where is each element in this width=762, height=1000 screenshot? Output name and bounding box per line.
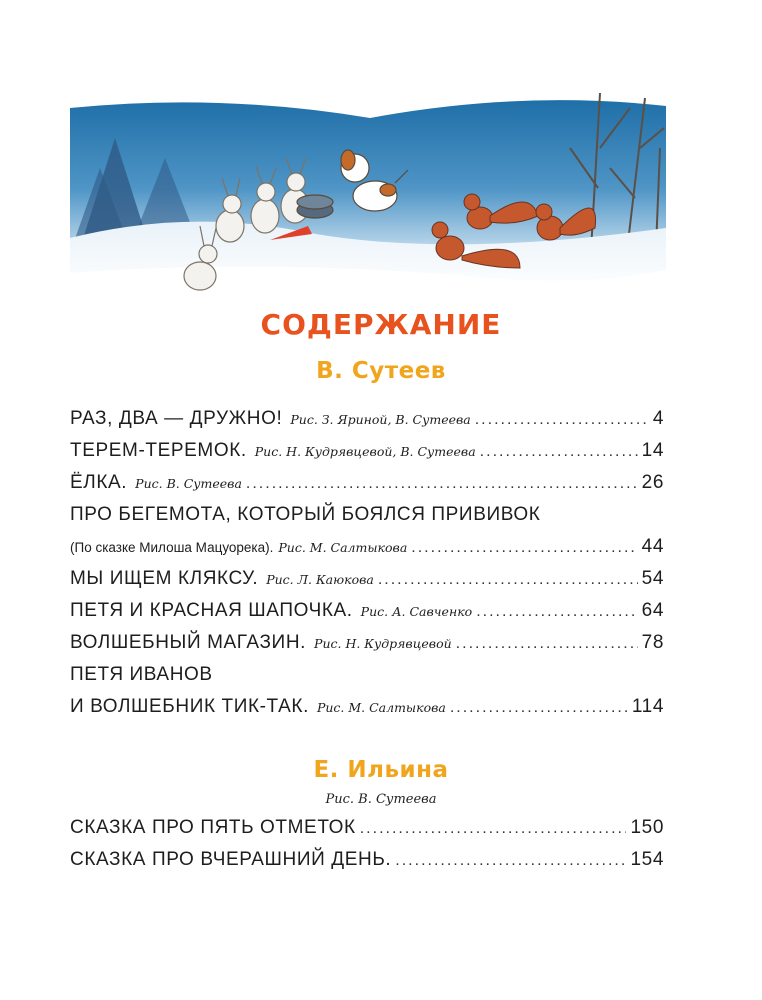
toc-entry[interactable]: [70, 817, 664, 849]
header-illustration: [70, 88, 666, 293]
entry-page: 150: [630, 817, 664, 838]
toc-entry-title-line[interactable]: [70, 664, 664, 696]
entry-page: 26: [641, 472, 664, 493]
entry-credit: Рис. М. Салтыкова: [316, 700, 446, 715]
entry-title: ПЕТЯ ИВАНОВ: [70, 664, 213, 685]
toc-list-suteev: [70, 408, 664, 728]
entry-page: 44: [641, 536, 664, 557]
entry-credit: Рис. Н. Кудрявцевой: [314, 636, 452, 651]
entry-page: 78: [641, 632, 664, 653]
dot-leader: [476, 603, 637, 621]
dot-leader: [475, 411, 649, 429]
entry-page: 64: [641, 600, 664, 621]
entry-title: ЁЛКА.: [70, 472, 128, 493]
author-heading-suteev: В. Сутеев: [316, 358, 446, 384]
toc-entry[interactable]: [70, 408, 664, 440]
entry-subtitle: (По сказке Милоша Мацуорека).: [70, 540, 274, 555]
entry-title: ТЕРЕМ-ТЕРЕМОК.: [70, 440, 247, 461]
entry-title: СКАЗКА ПРО ВЧЕРАШНИЙ ДЕНЬ.: [70, 849, 392, 870]
entry-page: 54: [641, 568, 664, 589]
toc-entry[interactable]: [70, 440, 664, 472]
entry-page: 114: [631, 696, 664, 717]
toc-entry[interactable]: [70, 696, 664, 728]
toc-entry[interactable]: [70, 849, 664, 881]
entry-title: ПЕТЯ И КРАСНАЯ ШАПОЧКА.: [70, 600, 353, 621]
entry-page: 154: [630, 849, 664, 870]
toc-entry-title-line[interactable]: [70, 504, 664, 536]
entry-title: СКАЗКА ПРО ПЯТЬ ОТМЕТОК: [70, 817, 356, 838]
contents-title: СОДЕРЖАНИЕ: [260, 308, 502, 341]
entry-credit: Рис. М. Салтыкова: [278, 540, 408, 555]
entry-page: 4: [652, 408, 664, 429]
toc-entry[interactable]: [70, 568, 664, 600]
toc-entry[interactable]: [70, 536, 664, 568]
dot-leader: [378, 571, 638, 589]
toc-entry[interactable]: [70, 472, 664, 504]
entry-title: РАЗ, ДВА — ДРУЖНО!: [70, 408, 283, 429]
entry-credit: Рис. А. Савченко: [360, 604, 473, 619]
toc-list-ilyina: [70, 817, 664, 881]
toc-entry[interactable]: [70, 600, 664, 632]
dot-leader: [360, 820, 627, 838]
dot-leader: [395, 852, 626, 870]
entry-credit: Рис. З. Яриной, В. Сутеева: [290, 412, 471, 427]
entry-credit: Рис. Л. Каюкова: [266, 572, 374, 587]
dot-leader: [246, 475, 638, 493]
dot-leader: [456, 635, 638, 653]
entry-page: 14: [641, 440, 664, 461]
entry-title: ПРО БЕГЕМОТА, КОТОРЫЙ БОЯЛСЯ ПРИВИВОК: [70, 504, 541, 525]
entry-title: ВОЛШЕБНЫЙ МАГАЗИН.: [70, 632, 307, 653]
entry-credit: Рис. В. Сутеева: [135, 476, 242, 491]
dot-leader: [411, 539, 637, 557]
author-credit-ilyina: Рис. В. Сутеева: [325, 792, 437, 807]
winter-scene-drawing: [70, 88, 666, 293]
entry-title: И ВОЛШЕБНИК ТИК-ТАК.: [70, 696, 309, 717]
toc-entry[interactable]: [70, 632, 664, 664]
entry-credit: Рис. Н. Кудрявцевой, В. Сутеева: [254, 444, 476, 459]
author-heading-ilyina: Е. Ильина: [313, 757, 449, 783]
dot-leader: [480, 443, 638, 461]
entry-title: МЫ ИЩЕМ КЛЯКСУ.: [70, 568, 259, 589]
dot-leader: [450, 699, 628, 717]
